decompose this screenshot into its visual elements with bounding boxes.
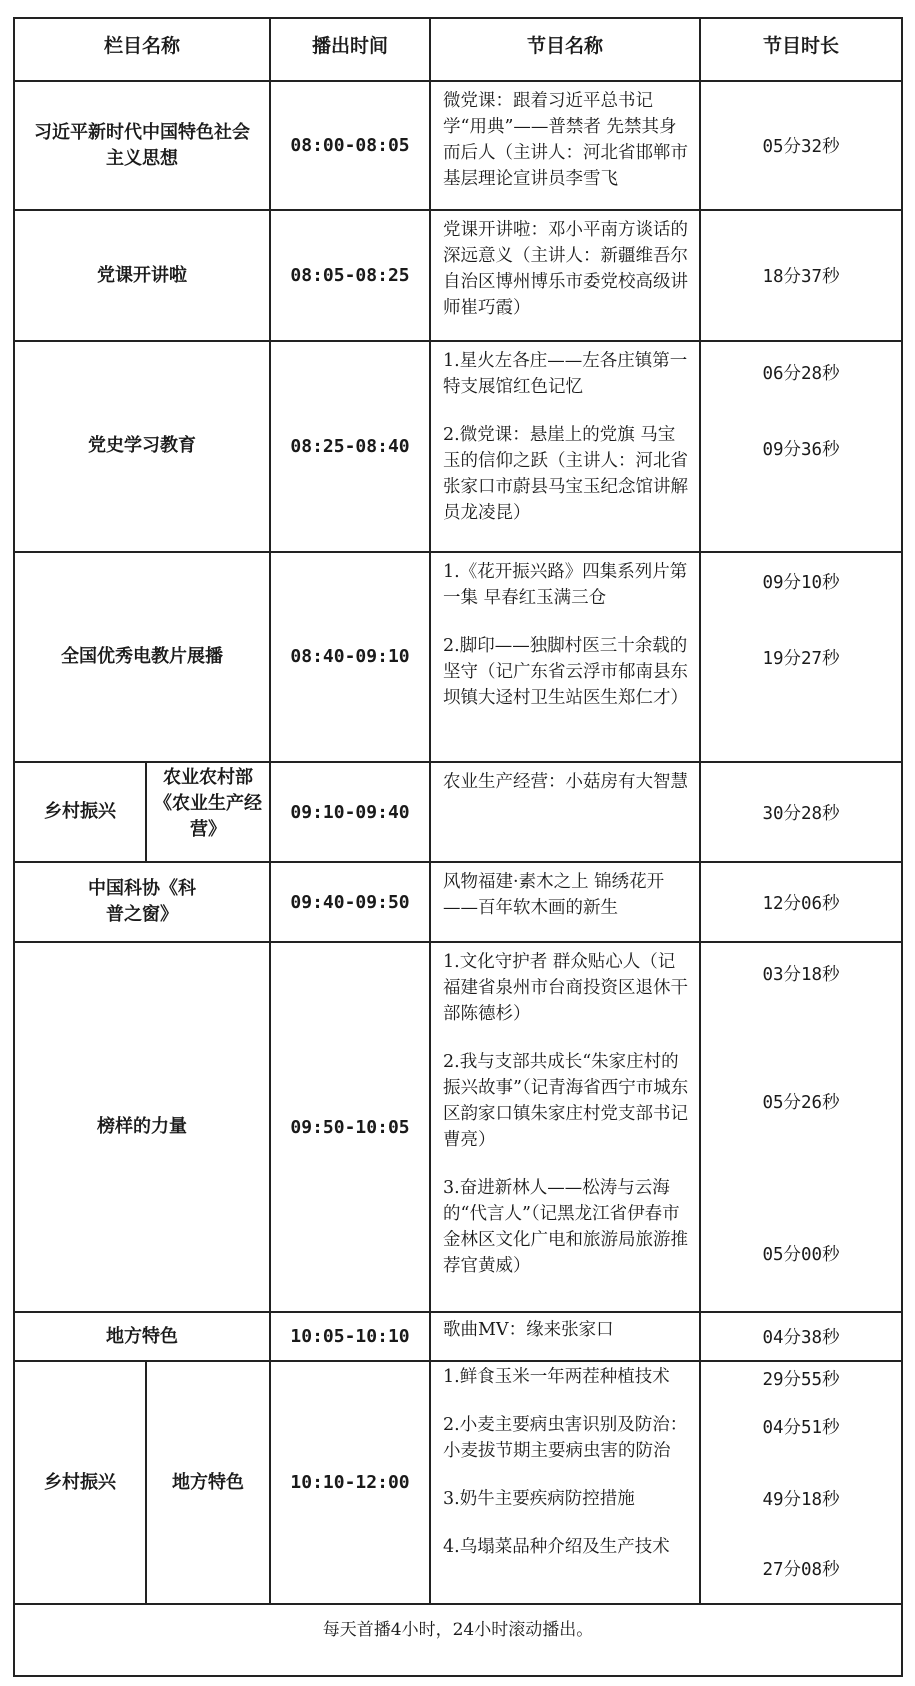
footer-note: 每天首播4小时，24小时滚动播出。 <box>14 1604 902 1676</box>
program-item: 2.我与支部共成长“朱家庄村的振兴故事”（记青海省西宁市城东区韵家口镇朱家庄村党支部书记曹亮） <box>443 1052 689 1150</box>
column-name: 党史学习教育 <box>14 341 270 552</box>
program-name <box>430 81 700 210</box>
program-item: 3.奋进新林人——松涛与云海的“代言人”（记黑龙江省伊春市金林区文化广电和旅游局旅游推荐官黄威） <box>443 1178 689 1276</box>
duration: 30分28秒 <box>700 762 902 862</box>
table-row <box>14 862 902 942</box>
program-item: 4.乌塌菜品种介绍及生产技术 <box>443 1537 670 1558</box>
duration <box>700 341 902 552</box>
duration: 04分38秒 <box>700 1312 902 1361</box>
header-duration: 节目时长 <box>700 18 902 81</box>
table-row <box>14 762 902 862</box>
duration-item: 49分18秒 <box>762 1490 840 1511</box>
duration-item: 09分10秒 <box>762 572 840 593</box>
table-row <box>14 210 902 341</box>
header-row <box>14 18 902 81</box>
broadcast-time: 08:00-08:05 <box>270 81 430 210</box>
table-row <box>14 341 902 552</box>
duration: 18分37秒 <box>700 210 902 341</box>
broadcast-time: 09:40-09:50 <box>270 862 430 942</box>
duration: 12分06秒 <box>700 862 902 942</box>
broadcast-time: 10:05-10:10 <box>270 1312 430 1361</box>
column-name: 乡村振兴 <box>14 1361 146 1604</box>
program-item: 2.微党课：悬崖上的党旗 马宝玉的信仰之跃（主讲人：河北省张家口市蔚县马宝玉纪念馆讲解员龙凌昆） <box>443 424 689 523</box>
table-row <box>14 1361 902 1604</box>
program-item: 2.脚印——独脚村医三十余载的坚守（记广东省云浮市郁南县东坝镇大迳村卫生站医生郑仁才） <box>443 635 689 708</box>
program-name <box>430 1361 700 1604</box>
broadcast-time: 08:05-08:25 <box>270 210 430 341</box>
duration <box>700 552 902 763</box>
table-row <box>14 1312 902 1361</box>
sub-column-name: 农业农村部《农业生产经营》 <box>146 762 270 862</box>
duration-item: 05分26秒 <box>762 1093 840 1113</box>
column-name: 党课开讲啦 <box>14 210 270 341</box>
header-column-name: 栏目名称 <box>14 18 270 81</box>
program-name <box>430 552 700 763</box>
broadcast-time: 10:10-12:00 <box>270 1361 430 1604</box>
program-item: 1.星火左各庄——左各庄镇第一特支展馆红色记忆 <box>443 350 688 397</box>
broadcast-time: 08:40-09:10 <box>270 552 430 763</box>
program-item: 党课开讲啦：邓小平南方谈话的深远意义（主讲人：新疆维吾尔自治区博州博乐市委党校高级讲师崔巧霞） <box>443 220 689 319</box>
program-item: 微党课：跟着习近平总书记学“用典”——普禁者 先禁其身而后人（主讲人：河北省邯郸市基层理论宣讲员李雪飞 <box>443 91 689 190</box>
program-name <box>430 762 700 862</box>
column-name: 全国优秀电教片展播 <box>14 552 270 763</box>
program-item: 3.奶牛主要疾病防控措施 <box>443 1489 635 1510</box>
program-name <box>430 210 700 341</box>
duration-item: 06分28秒 <box>762 363 840 384</box>
program-name <box>430 942 700 1312</box>
duration-item: 09分36秒 <box>762 439 840 460</box>
duration-item: 04分51秒 <box>762 1418 840 1439</box>
program-item: 1.文化守护者 群众贴心人（记福建省泉州市台商投资区退休干部陈德杉） <box>443 952 689 1024</box>
broadcast-time: 08:25-08:40 <box>270 341 430 552</box>
duration-item: 29分55秒 <box>762 1370 840 1391</box>
table-row <box>14 942 902 1312</box>
program-name <box>430 341 700 552</box>
column-name: 习近平新时代中国特色社会主义思想 <box>14 81 270 210</box>
program-item: 1.鲜食玉米一年两茬种植技术 <box>443 1367 670 1388</box>
program-item: 农业生产经营：小菇房有大智慧 <box>443 772 689 793</box>
table-row <box>14 552 902 763</box>
duration: 05分32秒 <box>700 81 902 210</box>
column-name: 地方特色 <box>14 1312 270 1361</box>
program-item: 1.《花开振兴路》四集系列片第一集 早春红玉满三仓 <box>443 561 688 608</box>
header-broadcast-time: 播出时间 <box>270 18 430 81</box>
duration-item: 27分08秒 <box>762 1560 840 1581</box>
duration <box>700 942 902 1312</box>
footer-row <box>14 1604 902 1676</box>
column-name: 乡村振兴 <box>14 762 146 862</box>
duration-item: 03分18秒 <box>762 965 840 985</box>
schedule-table <box>13 17 903 1677</box>
column-name: 榜样的力量 <box>14 942 270 1312</box>
program-name <box>430 1312 700 1361</box>
duration <box>700 1361 902 1604</box>
program-item: 歌曲MV：缘来张家口 <box>443 1320 614 1341</box>
sub-column-name: 地方特色 <box>146 1361 270 1604</box>
header-program-name: 节目名称 <box>430 18 700 81</box>
duration-item: 05分00秒 <box>762 1245 840 1265</box>
duration-item: 19分27秒 <box>762 648 840 669</box>
column-name: 中国科协《科普之窗》 <box>14 862 270 942</box>
program-name <box>430 862 700 942</box>
broadcast-time: 09:50-10:05 <box>270 942 430 1312</box>
broadcast-time: 09:10-09:40 <box>270 762 430 862</box>
program-item: 2.小麦主要病虫害识别及防治：小麦拔节期主要病虫害的防治 <box>443 1415 688 1462</box>
program-item: 风物福建·素木之上 锦绣花开——百年软木画的新生 <box>443 872 665 919</box>
table-row <box>14 81 902 210</box>
